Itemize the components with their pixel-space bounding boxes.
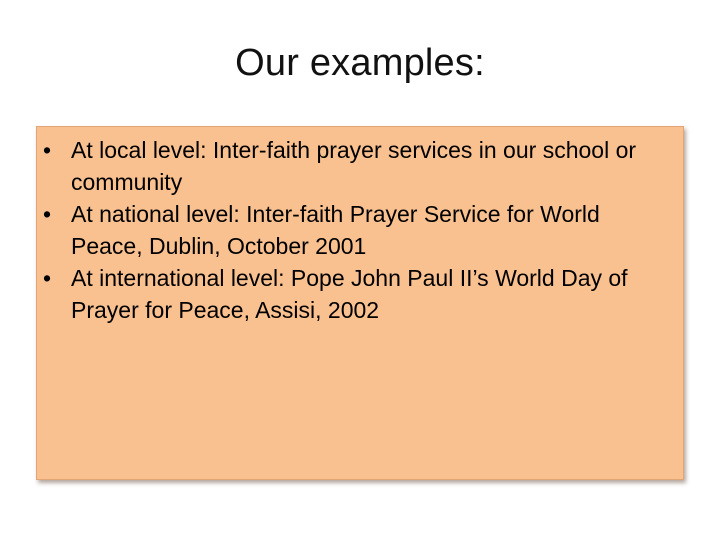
bullet-item-national — [37, 198, 685, 262]
bullet-item-international — [37, 262, 685, 326]
content-box — [36, 126, 684, 480]
slide-title: Our examples: — [235, 42, 485, 84]
bullet-text-international: At international level: Pope John Paul II’s World Day of Prayer for Peace, Assisi, 2002 — [71, 265, 628, 323]
bullet-dot: • — [43, 265, 52, 291]
bullet-text-national: At national level: Inter-faith Prayer Service for World Peace, Dublin, October 2001 — [71, 201, 600, 259]
bullet-dot: • — [43, 201, 52, 227]
bullet-list — [37, 134, 685, 326]
bullet-item-local — [37, 134, 685, 198]
bullet-text-local: At local level: Inter-faith prayer services in our school or community — [71, 137, 637, 195]
bullet-dot: • — [43, 137, 52, 163]
